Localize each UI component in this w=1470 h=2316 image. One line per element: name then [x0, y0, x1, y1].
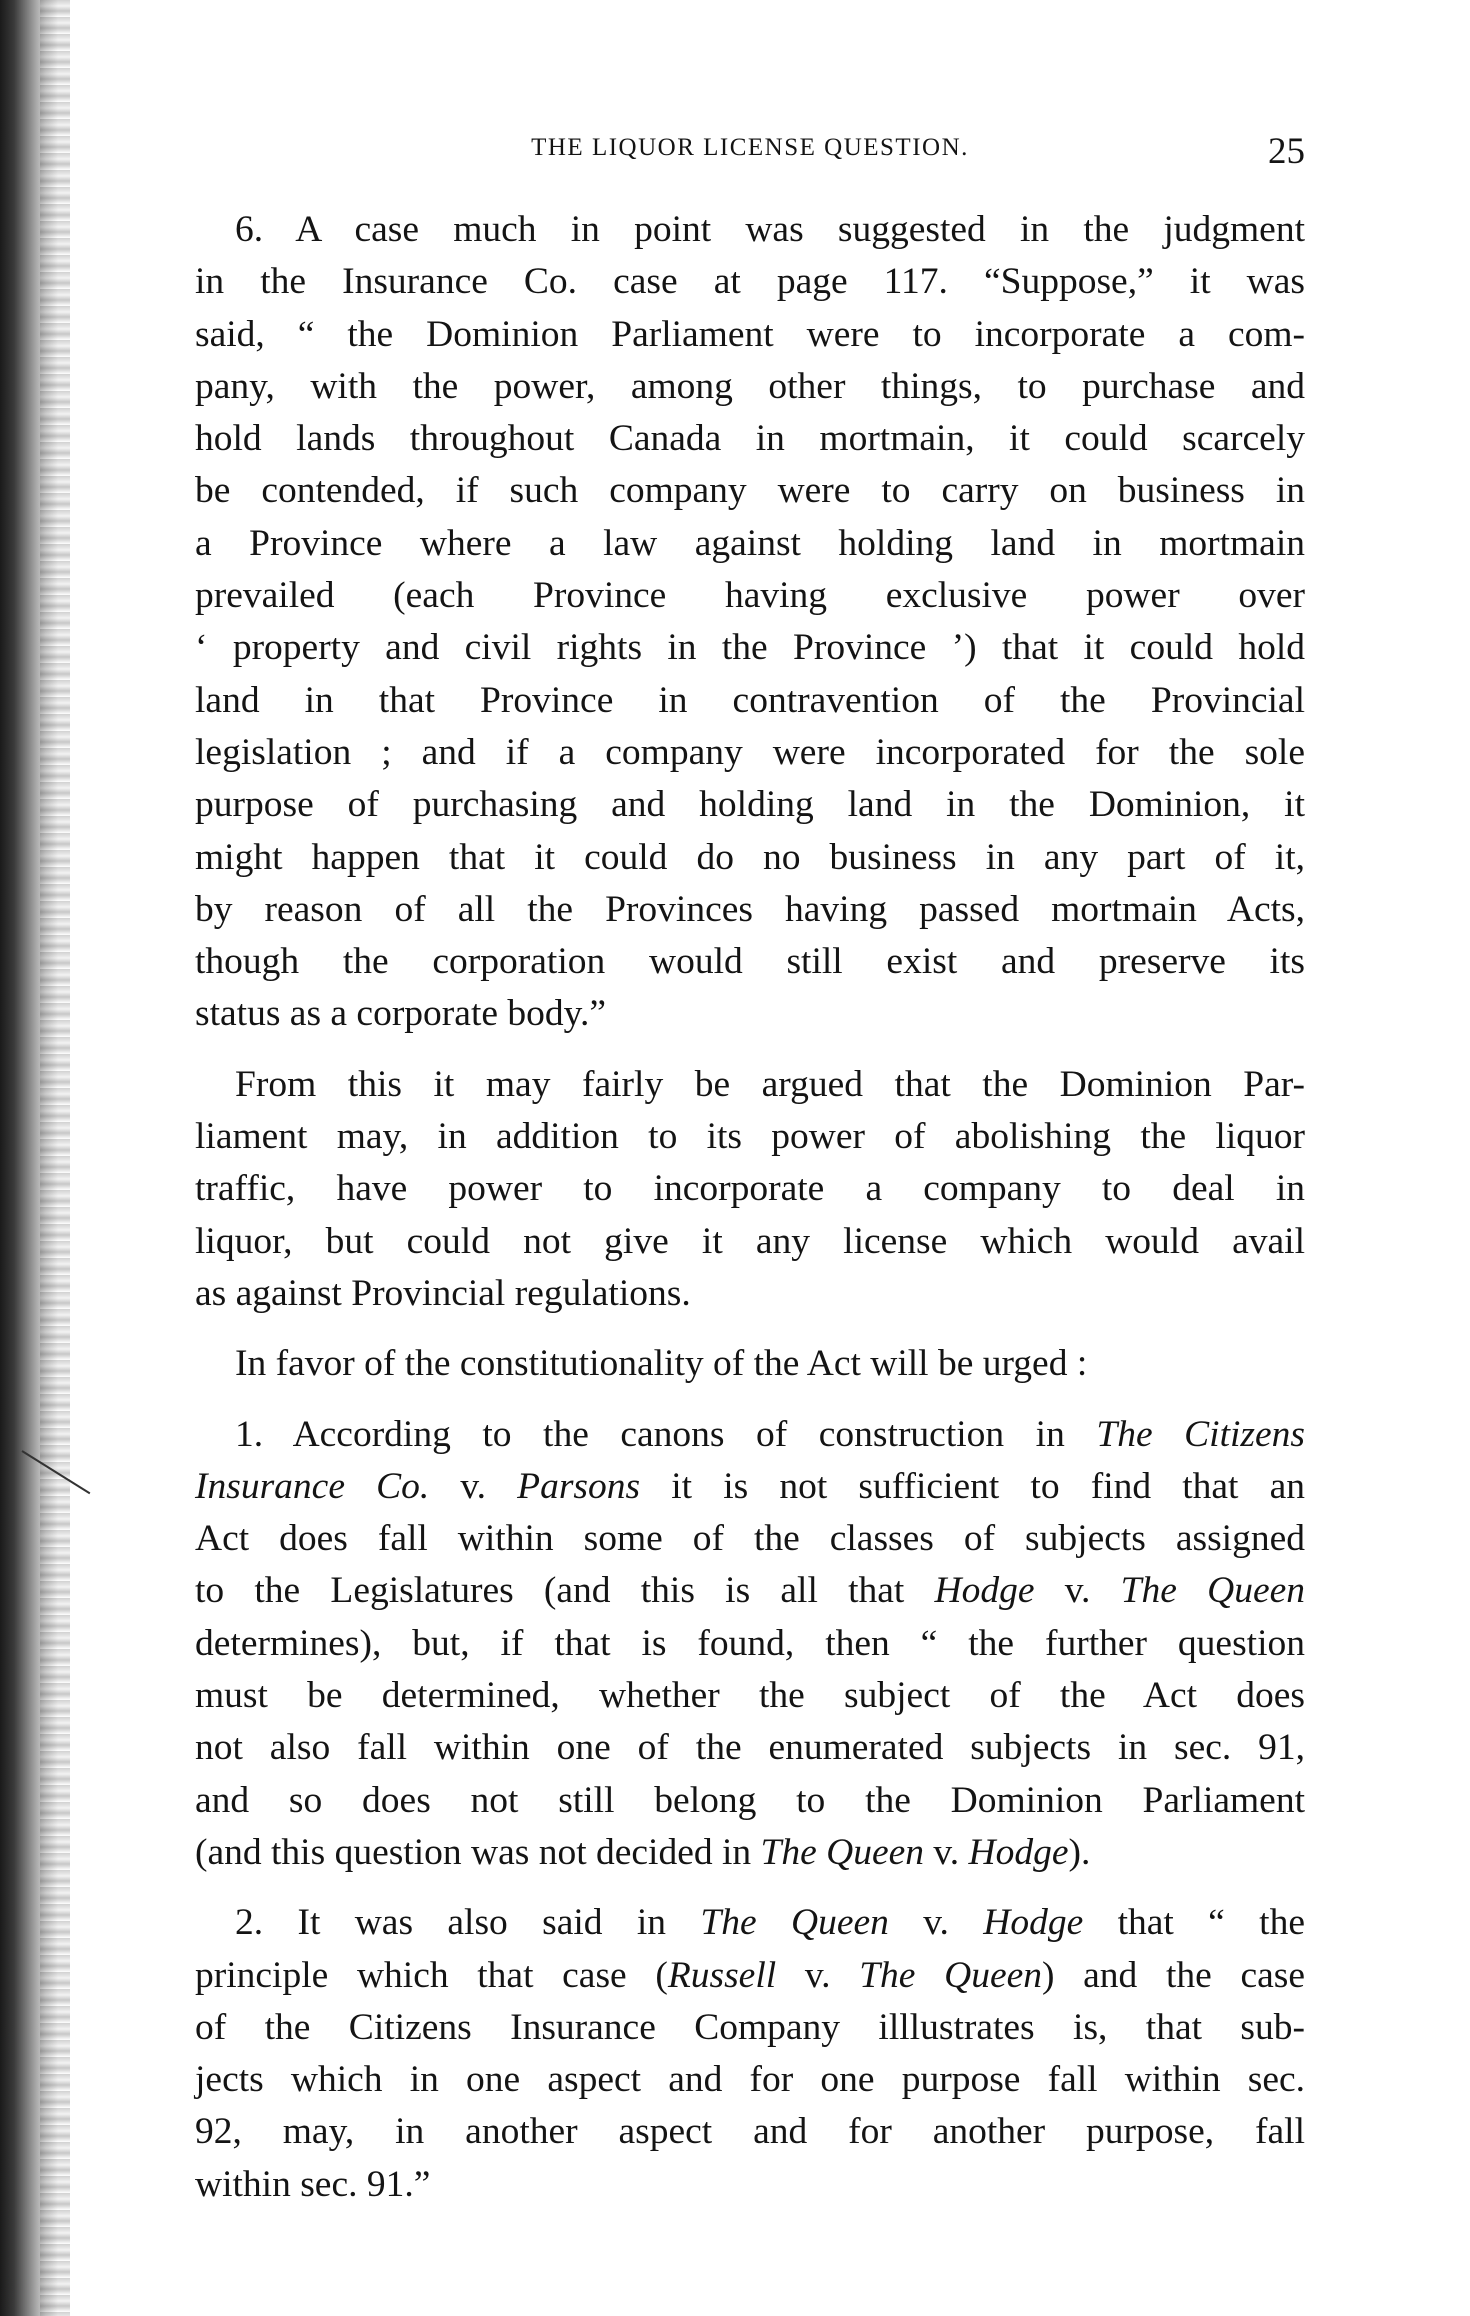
case-name: The Citizens [1096, 1413, 1305, 1455]
page-number: 25 [1268, 131, 1305, 172]
case-name: The Queen [700, 1902, 889, 1944]
spine-texture [40, 0, 70, 2316]
text-line: in the Insurance Co. case at page 117. “Suppose,” it was [195, 261, 1305, 303]
text-line: 1. According to the canons of construction in The Citizens [235, 1413, 1305, 1455]
case-name: Hodge [934, 1570, 1035, 1612]
text-line: of the Citizens Insurance Company illlustrates is, that sub- [195, 2006, 1305, 2048]
text-line: and so does not still belong to the Dominion Parliament [195, 1779, 1305, 1821]
text-line: as against Provincial regulations. [195, 1272, 691, 1314]
paragraph [195, 1338, 1305, 1390]
text-line: principle which that case (Russell v. The Queen) and the case [195, 1954, 1305, 1996]
text-line: liquor, but could not give it any license which would avail [195, 1220, 1305, 1262]
text-line: (and this question was not decided in The Queen v. Hodge). [195, 1831, 1091, 1873]
book-page [195, 130, 1305, 2229]
body-text [195, 204, 1305, 2211]
text-line: jects which in one aspect and for one purpose fall within sec. [195, 2059, 1305, 2101]
case-name: Hodge [968, 1831, 1069, 1873]
text-line: liament may, in addition to its power of abolishing the liquor [195, 1116, 1305, 1158]
numbered-point [195, 1897, 1305, 2211]
text-line: status as a corporate body.” [195, 993, 606, 1035]
case-name: Insurance Co. [195, 1465, 430, 1507]
text-line: legislation ; and if a company were incorporated for the sole [195, 731, 1305, 773]
numbered-point [195, 1409, 1305, 1880]
case-name: Russell [667, 1954, 777, 1996]
text-line: pany, with the power, among other things, to purchase and [195, 365, 1305, 407]
text-line: be contended, if such company were to carry on business in [195, 470, 1305, 512]
text-line: hold lands throughout Canada in mortmain, it could scarcely [195, 418, 1305, 460]
case-name: The Queen [859, 1954, 1042, 1996]
text-line: 6. A case much in point was suggested in the judgment [235, 209, 1305, 250]
paragraph [195, 204, 1305, 1041]
text-line: 92, may, in another aspect and for another purpose, fall [195, 2111, 1305, 2153]
text-line: must be determined, whether the subject of the Act does [195, 1675, 1305, 1717]
text-line: purpose of purchasing and holding land in the Dominion, it [195, 784, 1305, 826]
text-line: a Province where a law against holding land in mortmain [195, 522, 1305, 564]
running-head [195, 130, 1305, 190]
text-line: said, “ the Dominion Parliament were to incorporate a com- [195, 313, 1305, 355]
case-name: Hodge [983, 1902, 1084, 1944]
text-line: 2. It was also said in The Queen v. Hodge that “ the [235, 1902, 1305, 1944]
text-line: land in that Province in contravention of the Provincial [195, 679, 1305, 721]
case-name: The Queen [760, 1831, 925, 1873]
text-line: In favor of the constitutionality of the Act will be urged : [235, 1343, 1088, 1385]
paragraph [195, 1059, 1305, 1320]
text-line: Act does fall within some of the classes of subjects assigned [195, 1518, 1305, 1560]
text-line: not also fall within one of the enumerated subjects in sec. 91, [195, 1727, 1305, 1769]
text-line: Insurance Co. v. Parsons it is not sufficient to find that an [195, 1465, 1305, 1507]
case-name: Parsons [517, 1465, 641, 1507]
text-line: within sec. 91.” [195, 2163, 431, 2205]
text-line: prevailed (each Province having exclusive power over [195, 575, 1305, 617]
text-line: determines), but, if that is found, then “ the further question [195, 1622, 1305, 1664]
text-line: though the corporation would still exist and preserve its [195, 941, 1305, 983]
case-name: The Queen [1120, 1570, 1305, 1612]
text-line: From this it may fairly be argued that the Dominion Par- [235, 1063, 1305, 1105]
text-line: ‘ property and civil rights in the Province ’) that it could hold [195, 627, 1305, 669]
text-line: might happen that it could do no business in any part of it, [195, 836, 1305, 878]
text-line: to the Legislatures (and this is all that Hodge v. The Queen [195, 1570, 1305, 1612]
text-line: by reason of all the Provinces having passed mortmain Acts, [195, 888, 1305, 930]
running-title: THE LIQUOR LICENSE QUESTION. [531, 134, 969, 161]
text-line: traffic, have power to incorporate a company to deal in [195, 1168, 1305, 1210]
